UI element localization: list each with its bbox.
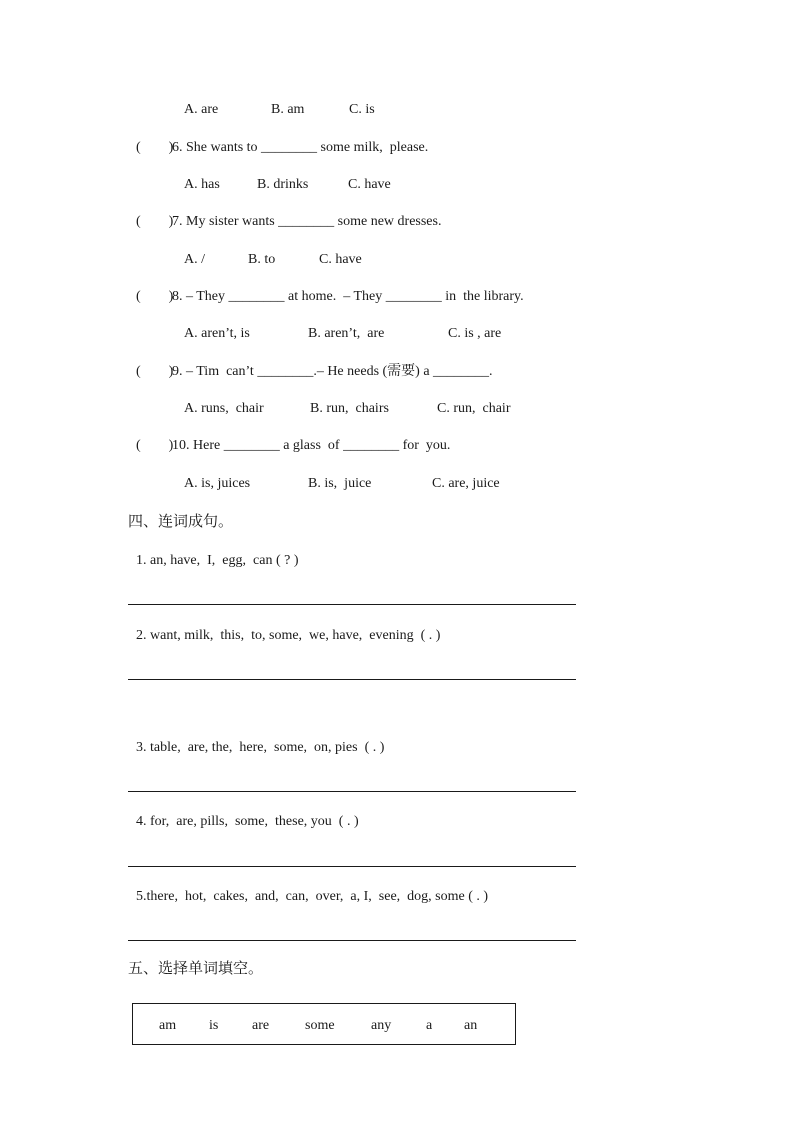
q5-option-b: B. am	[271, 102, 305, 117]
word-bank-item: an	[464, 1018, 478, 1033]
q9-stem: 9. – Tim can’t ________.– He needs (需要) a ________.	[172, 364, 493, 379]
q7-option-a: A. /	[184, 252, 205, 267]
answer-line-4[interactable]	[128, 866, 576, 867]
section-5-heading: 五、选择单词填空。	[128, 959, 264, 977]
q5-option-c: C. is	[349, 102, 375, 117]
q7-option-b: B. to	[248, 252, 276, 267]
q10-option-a: A. is, juices	[184, 476, 251, 491]
section-4-heading: 四、连词成句。	[128, 512, 234, 530]
word-bank-item: am	[159, 1018, 177, 1033]
word-bank-item: some	[305, 1018, 335, 1033]
q10-option-b: B. is, juice	[308, 476, 372, 491]
q8-option-a: A. aren’t, is	[184, 326, 250, 341]
q10-option-c: C. are, juice	[432, 476, 500, 491]
sentence-prompt-5: 5.there, hot, cakes, and, can, over, a, I, see, dog, some ( . )	[136, 889, 489, 904]
sentence-prompt-1: 1. an, have, I, egg, can ( ? )	[136, 553, 299, 568]
sentence-prompt-2: 2. want, milk, this, to, some, we, have, evening ( . )	[136, 628, 441, 643]
answer-line-3[interactable]	[128, 791, 576, 792]
word-bank-item: any	[371, 1018, 392, 1033]
word-bank-item: a	[426, 1018, 433, 1033]
q8-option-c: C. is , are	[448, 326, 502, 341]
q6-stem: 6. She wants to ________ some milk, please.	[172, 140, 429, 155]
q10-stem: 10. Here ________ a glass of ________ for you.	[172, 438, 451, 453]
q7-answer-parens[interactable]: ( )	[136, 214, 174, 229]
word-bank-item: is	[209, 1018, 219, 1033]
sentence-prompt-4: 4. for, are, pills, some, these, you ( . )	[136, 814, 359, 829]
sentence-prompt-3: 3. table, are, the, here, some, on, pies ( . )	[136, 740, 385, 755]
q6-option-b: B. drinks	[257, 177, 309, 192]
word-bank-item: are	[252, 1018, 270, 1033]
answer-line-1[interactable]	[128, 604, 576, 605]
q6-answer-parens[interactable]: ( )	[136, 140, 174, 155]
q9-option-c: C. run, chair	[437, 401, 511, 416]
answer-line-5[interactable]	[128, 940, 576, 941]
q7-stem: 7. My sister wants ________ some new dresses.	[172, 214, 442, 229]
q6-option-c: C. have	[348, 177, 391, 192]
q9-option-b: B. run, chairs	[310, 401, 389, 416]
q9-option-a: A. runs, chair	[184, 401, 264, 416]
answer-line-2[interactable]	[128, 679, 576, 680]
q8-option-b: B. aren’t, are	[308, 326, 385, 341]
q7-option-c: C. have	[319, 252, 362, 267]
q9-answer-parens[interactable]: ( )	[136, 364, 174, 379]
q10-answer-parens[interactable]: ( )	[136, 438, 174, 453]
q8-stem: 8. – They ________ at home. – They ________ in the library.	[172, 289, 524, 304]
q8-answer-parens[interactable]: ( )	[136, 289, 174, 304]
word-bank-box	[132, 1003, 516, 1045]
q6-option-a: A. has	[184, 177, 220, 192]
q5-option-a: A. are	[184, 102, 219, 117]
